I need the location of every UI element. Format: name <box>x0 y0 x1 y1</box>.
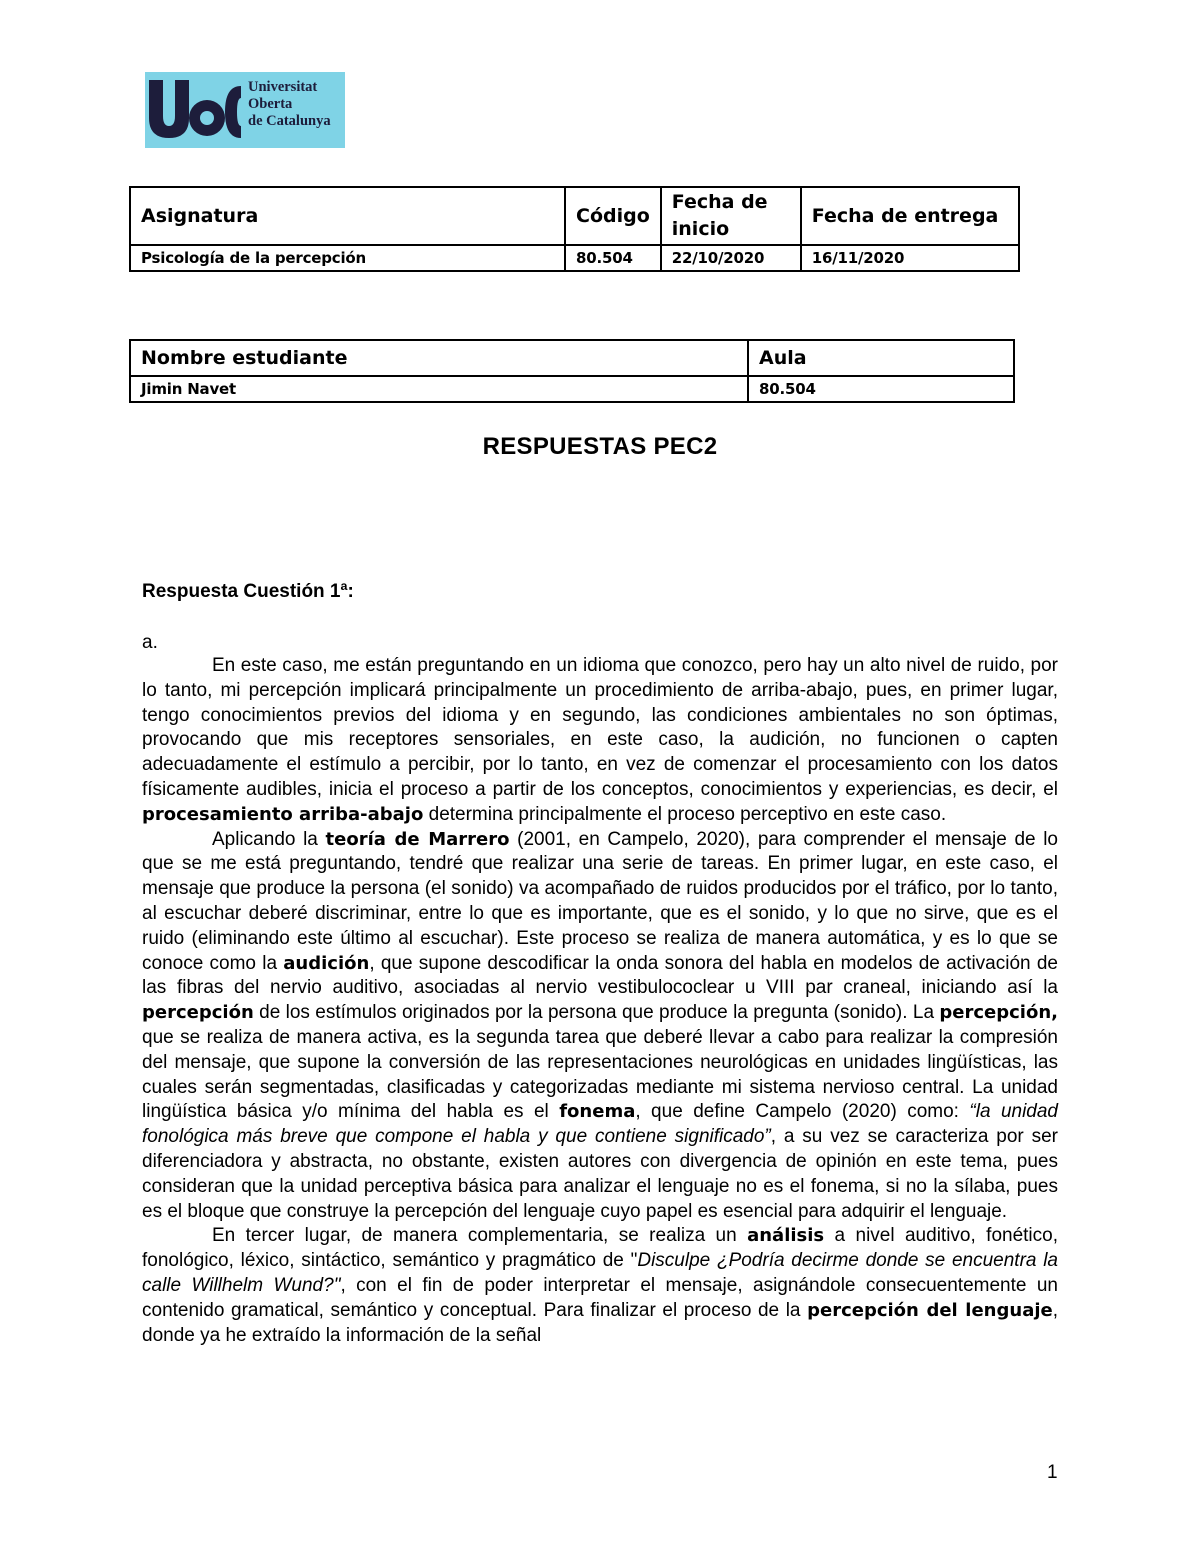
p2-bold-1: teoría de Marrero <box>325 828 510 850</box>
student-name-header: Nombre estudiante <box>130 340 748 376</box>
uoc-logo <box>145 72 345 148</box>
p2-bold-5: fonema <box>559 1101 636 1123</box>
p3-bold-1: análisis <box>747 1225 825 1247</box>
p2-bold-2: audición <box>283 952 370 974</box>
p3-text-2: a nivel auditivo, fonético, fonológico, léxico, sintáctico, semántico y pragmático de " <box>142 1225 1058 1272</box>
p2-quote: “la unidad fonológica más breve que compone el habla y que contiene significado” <box>142 1101 1058 1148</box>
paragraph-2 <box>142 828 1058 1225</box>
start-date-value: 22/10/2020 <box>661 245 801 271</box>
page-number: 1 <box>1047 1462 1058 1483</box>
p3-text-4: , donde ya he extraído la información de la señal <box>142 1299 1058 1346</box>
due-date-value: 16/11/2020 <box>801 245 1019 271</box>
course-info-table <box>129 186 1020 272</box>
section-label: a. <box>142 632 158 653</box>
p2-text-7: , a su vez se caracteriza por ser diferenciadora y abstracta, no obstante, existen autores con divergencia de opinión en este tema, pues consideran que la unidad perceptiva básica para analizar el lenguaje no es el fonema, si no la sílaba, pues es el bloque que construye la percepción del lenguaje cuyo papel es esencial para adquirir el lenguaje. <box>142 1126 1058 1222</box>
paragraph-1 <box>142 654 1058 828</box>
p2-bold-4: percepción, <box>939 1002 1058 1024</box>
room-value: 80.504 <box>748 376 1014 402</box>
room-header: Aula <box>748 340 1014 376</box>
document-title: RESPUESTAS PEC2 <box>482 433 718 460</box>
question-heading: Respuesta Cuestión 1ª: <box>142 581 354 602</box>
p3-bold-2: percepción del lenguaje <box>807 1299 1053 1321</box>
p2-text-1: Aplicando la <box>212 828 326 850</box>
p2-text-4: de los estímulos originados por la persona que produce la pregunta (sonido). La <box>253 1002 940 1024</box>
p2-text-5: que se realiza de manera activa, es la segunda tarea que deberé llevar a cabo para realizar la compresión del mensaje, que supone la conversión de las representaciones neurológicas en unidades lingüísticas, las cuales serán segmentadas, clasificadas y categorizadas mediante mi sistema nervioso central. La unidad lingüística básica y/o mínima del habla es el <box>142 1026 1058 1123</box>
code-value: 80.504 <box>565 245 661 271</box>
p1-text-2: determina principalmente el proceso perceptivo en este caso. <box>423 803 947 825</box>
p3-text-1: En tercer lugar, de manera complementaria, se realiza un <box>212 1225 748 1247</box>
p2-bold-3: percepción <box>142 1002 254 1024</box>
paragraph-3 <box>142 1224 1058 1348</box>
student-name-value: Jimin Navet <box>130 376 748 402</box>
uoc-letters-logo-icon <box>145 72 245 148</box>
p3-text-3: , con el fin de poder interpretar el mensaje, asignándole consecuentemente un contenido gramatical, semántico y conceptual. Para finalizar el proceso de la <box>142 1274 1058 1321</box>
p1-bold-1: procesamiento arriba-abajo <box>142 803 424 825</box>
p2-text-3: , que supone descodificar la onda sonora del habla en modelos de activación de las fibras del nervio auditivo, asociadas al nervio vestibulococlear u VIII par craneal, iniciando así la <box>142 952 1058 999</box>
start-date-header: Fecha de inicio <box>661 187 801 245</box>
answer-body <box>142 654 1058 1348</box>
logo-text-line-2: Oberta <box>248 96 293 112</box>
student-info-table <box>129 339 1015 403</box>
subject-value: Psicología de la percepción <box>130 245 565 271</box>
due-date-header: Fecha de entrega <box>801 187 1019 245</box>
code-header: Código <box>565 187 661 245</box>
logo-text-line-3: de Catalunya <box>248 113 331 129</box>
p2-text-6: , que define Campelo (2020) como: <box>635 1101 970 1123</box>
logo-text-line-1: Universitat <box>248 79 318 95</box>
p3-quote: Disculpe ¿Podría decirme donde se encuentra la calle Willhelm Wund?" <box>142 1250 1058 1296</box>
p1-text-1: En este caso, me están preguntando en un idioma que conozco, pero hay un alto nivel de ruido, por lo tanto, mi percepción implicará principalmente un procedimiento de arriba-abajo, pues, en primer lugar, tengo conocimientos previos del idioma y en segundo, las condiciones ambientales no son óptimas, provocando que mis receptores sensoriales, en este caso, la audición, no funcionen o capten adecuadamente el estímulo a percibir, por lo tanto, en vez de comenzar el procesamiento con los datos físicamente audibles, inicia el proceso a partir de los conceptos, conocimientos y experiencias, es decir, el <box>142 655 1058 800</box>
subject-header: Asignatura <box>130 187 565 245</box>
p2-text-2: (2001, en Campelo, 2020), para comprender el mensaje de lo que se me está preguntando, tendré que realizar una serie de tareas. En primer lugar, en este caso, el mensaje que produce la persona (el sonido) va acompañado de ruidos producidos por el tráfico, por lo tanto, al escuchar deberé discriminar, entre lo que es importante, que es el sonido, y lo que no sirve, que es el ruido (eliminando este último al escuchar). Este proceso se realiza de manera automática, y es lo que se conoce como la <box>142 828 1059 974</box>
